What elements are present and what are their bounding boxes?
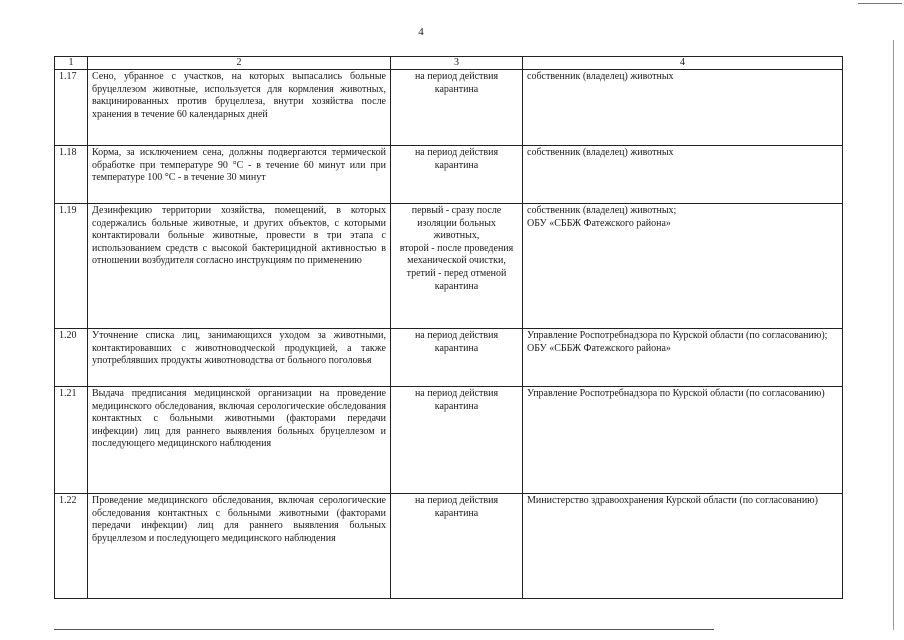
- table-row: [55, 146, 843, 204]
- row-responsible: Управление Роспотребнадзора по Курской области (по согласованию): [523, 387, 843, 494]
- row-description: Уточнение списка лиц, занимающихся уходом за животными, контактировавших с животноводческой продукцией, а также употреблявших продукты животноводства от больного поголовья: [88, 329, 391, 387]
- column-header-number: 1: [55, 57, 88, 70]
- row-number: 1.22: [55, 494, 88, 599]
- column-header-term: 3: [391, 57, 523, 70]
- scan-bottom-line: [54, 629, 714, 630]
- row-description: Сено, убранное с участков, на которых выпасались больные бруцеллезом животные, используется для кормления животных, вакцинированных против бруцеллеза, внутри хозяйства после хранения в течение 60 календарных дней: [88, 70, 391, 146]
- row-number: 1.20: [55, 329, 88, 387]
- table-row: [55, 204, 843, 329]
- scan-edge-mark: [858, 3, 902, 4]
- row-responsible: собственник (владелец) животных: [523, 146, 843, 204]
- row-responsible: собственник (владелец) животных: [523, 70, 843, 146]
- row-responsible: Министерство здравоохранения Курской области (по согласованию): [523, 494, 843, 599]
- row-term: на период действия карантина: [391, 387, 523, 494]
- row-term: первый - сразу после изоляции больных животных, второй - после проведения механической очистки, третий - перед отменой карантина: [391, 204, 523, 329]
- table-row: [55, 70, 843, 146]
- row-number: 1.17: [55, 70, 88, 146]
- table-row: [55, 387, 843, 494]
- row-term: на период действия карантина: [391, 494, 523, 599]
- row-term: на период действия карантина: [391, 70, 523, 146]
- row-term: на период действия карантина: [391, 146, 523, 204]
- row-number: 1.21: [55, 387, 88, 494]
- measures-table: [54, 56, 843, 599]
- scan-right-edge: [893, 40, 894, 630]
- table-header-row: [55, 57, 843, 70]
- row-number: 1.18: [55, 146, 88, 204]
- table-row: [55, 329, 843, 387]
- page-number: 4: [418, 26, 424, 38]
- column-header-responsible: 4: [523, 57, 843, 70]
- row-number: 1.19: [55, 204, 88, 329]
- column-header-measure: 2: [88, 57, 391, 70]
- row-responsible: собственник (владелец) животных; ОБУ «СББЖ Фатежского района»: [523, 204, 843, 329]
- table-row: [55, 494, 843, 599]
- row-description: Дезинфекцию территории хозяйства, помещений, в которых содержались больные животные, и других объектов, с которыми контактировали больные животные, провести в три этапа с использованием средств с высокой бактерицидной активностью в отношении возбудителя согласно инструкциям по применению: [88, 204, 391, 329]
- row-description: Проведение медицинского обследования, включая серологические обследования контактных с больными животными (факторами передачи инфекции) лиц для раннего выявления больных бруцеллезом и последующего медицинского наблюдения: [88, 494, 391, 599]
- row-responsible: Управление Роспотребнадзора по Курской области (по согласованию); ОБУ «СББЖ Фатежского района»: [523, 329, 843, 387]
- row-description: Корма, за исключением сена, должны подвергаются термической обработке при температуре 90 °С - в течение 60 минут или при температуре 100 °С - в течение 30 минут: [88, 146, 391, 204]
- row-description: Выдача предписания медицинской организации на проведение медицинского обследования, включая серологические обследования контактных с больными животными (факторами передачи инфекции) лиц для раннего выявления больных бруцеллезом и последующего медицинского наблюдения: [88, 387, 391, 494]
- row-term: на период действия карантина: [391, 329, 523, 387]
